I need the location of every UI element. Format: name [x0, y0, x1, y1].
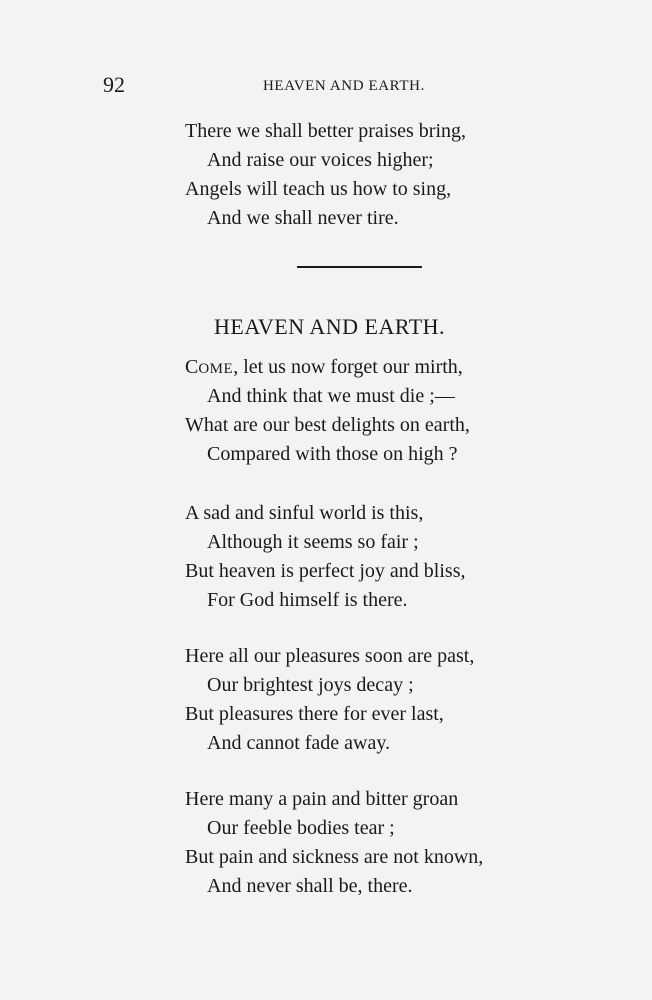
verse-line: Our feeble bodies tear ; — [207, 817, 395, 839]
verse-line: For God himself is there. — [207, 589, 408, 611]
verse-line-rest: , let us now forget our mirth, — [233, 356, 463, 378]
verse-line: Here all our pleasures soon are past, — [185, 645, 475, 667]
poem-title: HEAVEN AND EARTH. — [214, 314, 446, 339]
verse-line: But pain and sickness are not known, — [185, 846, 484, 868]
verse-line: A sad and sinful world is this, — [185, 502, 424, 524]
small-caps-word: OME — [198, 361, 234, 377]
verse-line: Although it seems so fair ; — [207, 531, 419, 553]
verse-line: But heaven is perfect joy and bliss, — [185, 560, 466, 582]
running-head: HEAVEN AND EARTH. — [263, 78, 425, 94]
verse-line: Angels will teach us how to sing, — [185, 178, 452, 200]
section-divider — [297, 266, 422, 268]
verse-line: And we shall never tire. — [207, 207, 399, 229]
verse-line: Compared with those on high ? — [207, 443, 458, 465]
verse-line: And think that we must die ;— — [207, 385, 455, 407]
verse-line: But pleasures there for ever last, — [185, 703, 444, 725]
verse-line: What are our best delights on earth, — [185, 414, 470, 436]
verse-line: And raise our voices higher; — [207, 149, 434, 171]
verse-line: And never shall be, there. — [207, 875, 413, 897]
verse-line: Here many a pain and bitter groan — [185, 788, 459, 810]
verse-line — [185, 357, 463, 377]
verse-line: Our brightest joys decay ; — [207, 674, 414, 696]
verse-line: And cannot fade away. — [207, 732, 391, 754]
drop-initial: C — [185, 356, 199, 378]
verse-line: There we shall better praises bring, — [185, 120, 467, 142]
page-number: 92 — [103, 72, 125, 97]
